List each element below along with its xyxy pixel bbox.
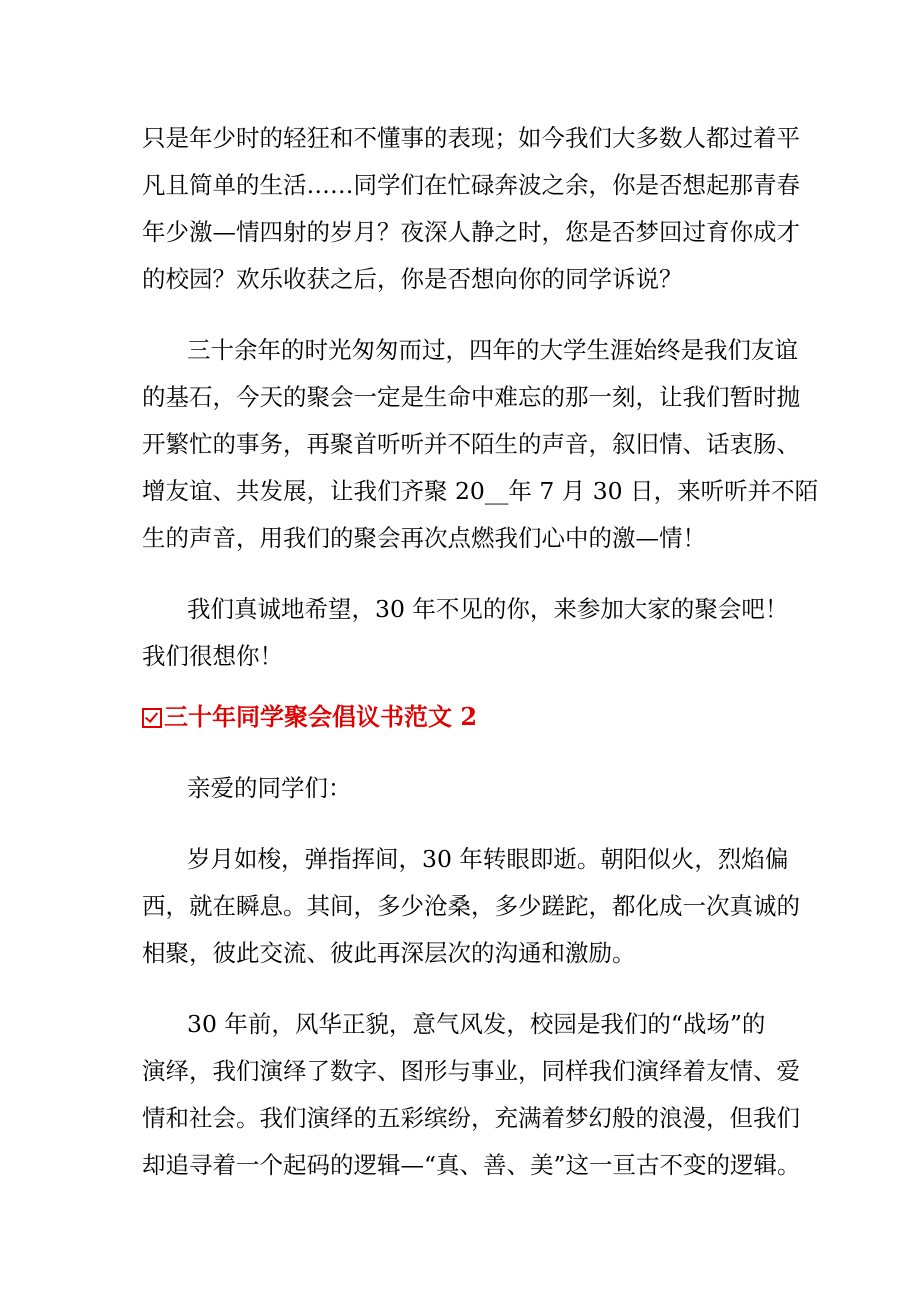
text-line: 我们很想你！ bbox=[142, 642, 283, 670]
text-line: 生的声音，用我们的聚会再次点燃我们心中的激—情！ bbox=[142, 524, 706, 552]
text-line: 只是年少时的轻狂和不懂事的表现；如今我们大多数人都过着平 bbox=[142, 124, 800, 152]
text-line: 增友谊、共发展，让我们齐聚 20__年 7 月 30 日，来听听并不陌 bbox=[142, 477, 819, 505]
text-line: 凡且简单的生活……同学们在忙碌奔波之余，你是否想起那青春 bbox=[142, 171, 800, 199]
text-line: 的校园？欢乐收获之后，你是否想向你的同学诉说？ bbox=[142, 265, 683, 293]
text-line: 三十余年的时光匆匆而过，四年的大学生涯始终是我们友谊 bbox=[187, 336, 798, 364]
checkbox-icon bbox=[142, 708, 162, 728]
text-line: 西，就在瞬息。其间，多少沧桑，多少蹉跎，都化成一次真诚的 bbox=[142, 892, 800, 920]
text-line: 开繁忙的事务，再聚首听听并不陌生的声音，叙旧情、话衷肠、 bbox=[142, 430, 800, 458]
text-line: 年少激—情四射的岁月？夜深人静之时，您是否梦回过育你成才 bbox=[142, 218, 800, 246]
text-line: 30 年前，风华正貌，意气风发，校园是我们的“战场”的 bbox=[187, 1010, 766, 1038]
text-line: 情和社会。我们演绎的五彩缤纷，充满着梦幻般的浪漫，但我们 bbox=[142, 1104, 800, 1132]
text-line: 的基石，今天的聚会一定是生命中难忘的那一刻，让我们暂时抛 bbox=[142, 383, 800, 411]
section-heading-text: 三十年同学聚会倡议书范文 2 bbox=[164, 702, 478, 731]
text-line: 相聚，彼此交流、彼此再深层次的沟通和激励。 bbox=[142, 939, 636, 967]
text-line: 我们真诚地希望，30 年不见的你，来参加大家的聚会吧！ bbox=[187, 595, 789, 623]
section-heading bbox=[142, 702, 477, 732]
text-line: 却追寻着一个起码的逻辑—“真、善、美”这一亘古不变的逻辑。 bbox=[142, 1151, 801, 1179]
text-line: 演绎，我们演绎了数字、图形与事业，同样我们演绎着友情、爱 bbox=[142, 1057, 800, 1085]
text-line: 岁月如梭，弹指挥间，30 年转眼即逝。朝阳似火，烈焰偏 bbox=[187, 845, 789, 873]
salutation: 亲爱的同学们： bbox=[187, 774, 352, 802]
